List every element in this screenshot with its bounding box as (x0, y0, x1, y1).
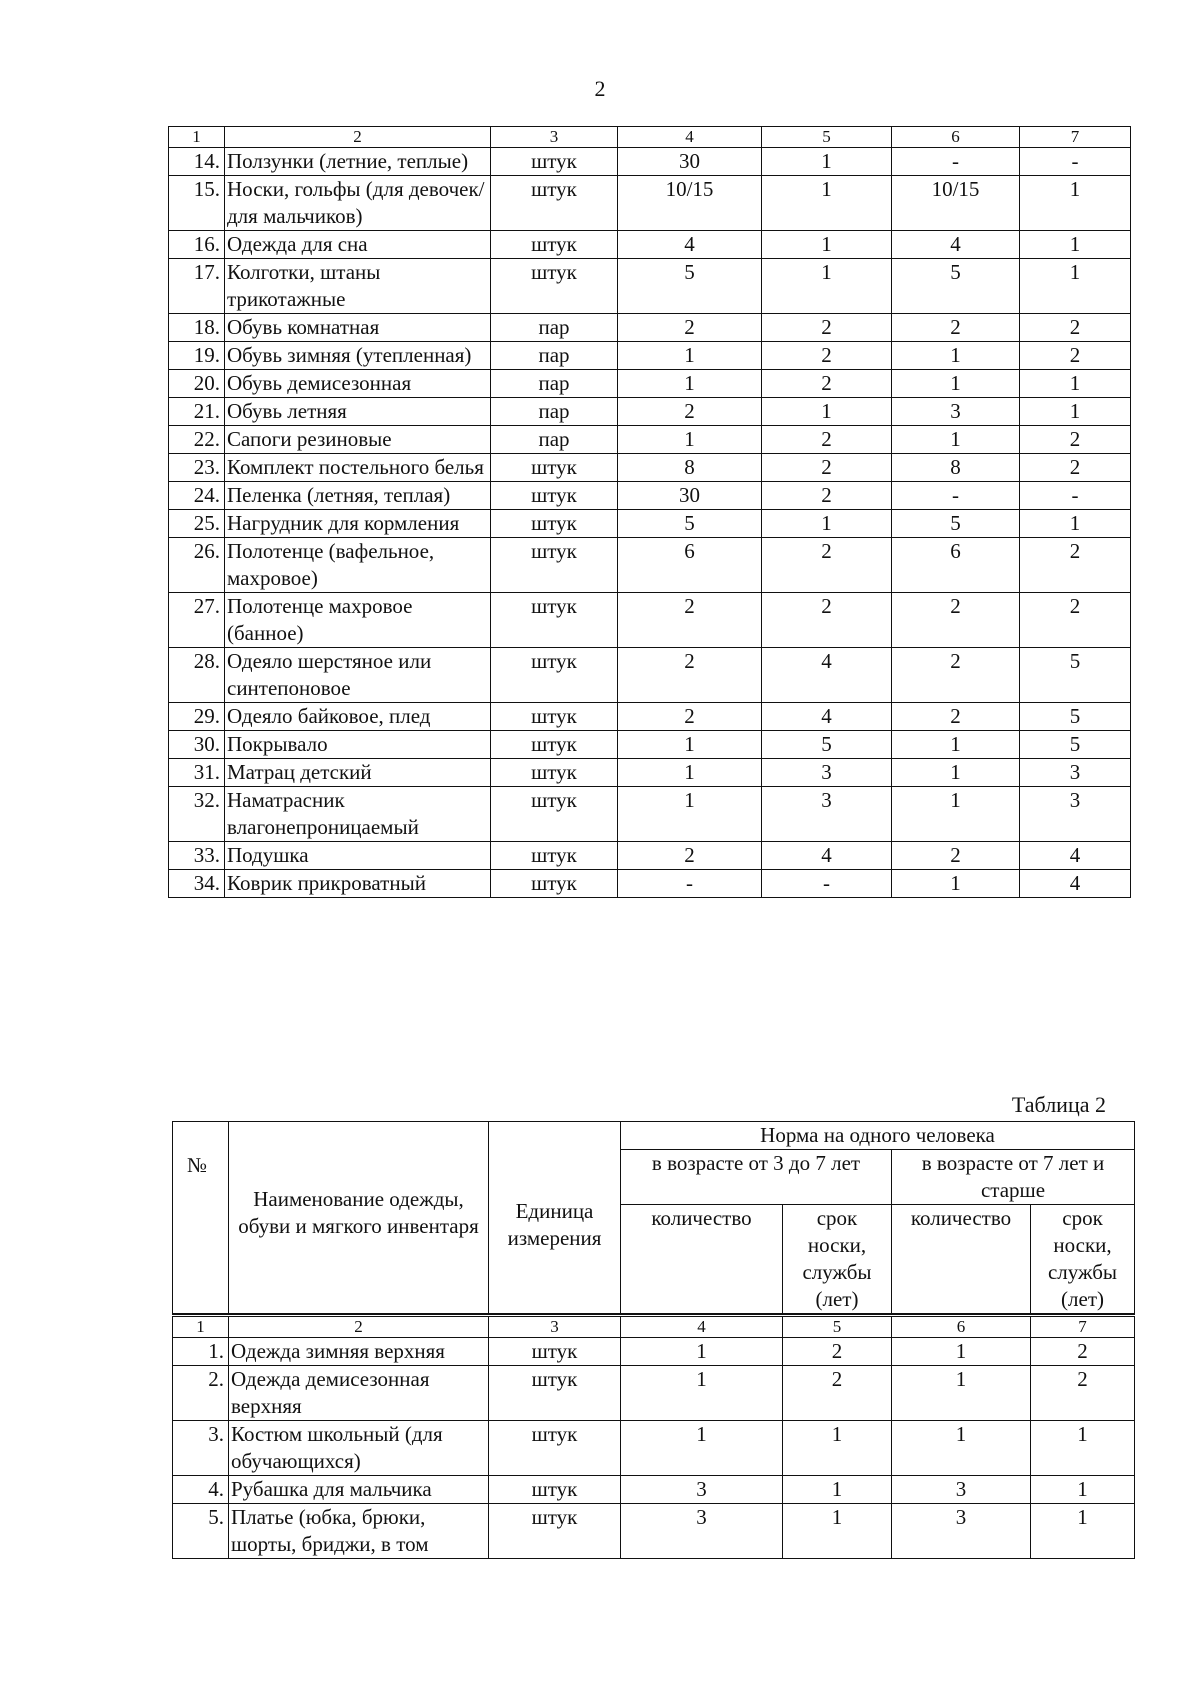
quantity-3-7: 1 (621, 1338, 783, 1366)
table-row (169, 538, 1131, 593)
term-7-plus: 1 (1020, 398, 1131, 426)
header-age-7-plus: в возрасте от 7 лет и старше (892, 1150, 1135, 1205)
table-row (173, 1504, 1135, 1559)
row-number: 34. (169, 870, 225, 898)
unit: пар (491, 314, 618, 342)
header-number: № (173, 1122, 229, 1314)
table-row (173, 1476, 1135, 1504)
quantity-7-plus: 1 (892, 759, 1020, 787)
quantity-7-plus: - (892, 482, 1020, 510)
term-3-7: - (762, 870, 892, 898)
term-7-plus: 3 (1020, 759, 1131, 787)
quantity-3-7: 2 (618, 703, 762, 731)
item-name: Костюм школьный (для обучающихся) (229, 1421, 489, 1476)
term-3-7: 4 (762, 648, 892, 703)
table-row (169, 454, 1131, 482)
term-3-7: 2 (762, 593, 892, 648)
row-number: 15. (169, 176, 225, 231)
term-3-7: 4 (762, 703, 892, 731)
term-3-7: 1 (762, 259, 892, 314)
item-name: Колготки, штаны трикотажные (225, 259, 491, 314)
quantity-7-plus: 6 (892, 538, 1020, 593)
row-number: 2. (173, 1366, 229, 1421)
term-7-plus: 3 (1020, 787, 1131, 842)
table-row (169, 593, 1131, 648)
term-7-plus: 4 (1020, 870, 1131, 898)
item-name: Полотенце (вафельное, махровое) (225, 538, 491, 593)
unit: штук (491, 510, 618, 538)
term-3-7: 1 (783, 1476, 892, 1504)
item-name: Обувь летняя (225, 398, 491, 426)
table-row (169, 176, 1131, 231)
quantity-7-plus: 8 (892, 454, 1020, 482)
norms-table-2 (172, 1121, 1135, 1559)
row-number: 18. (169, 314, 225, 342)
quantity-3-7: 3 (621, 1504, 783, 1559)
unit: пар (491, 398, 618, 426)
quantity-3-7: 2 (618, 593, 762, 648)
row-number: 14. (169, 148, 225, 176)
unit: штук (491, 538, 618, 593)
column-number-row (169, 127, 1131, 148)
term-3-7: 2 (762, 426, 892, 454)
term-3-7: 1 (762, 176, 892, 231)
quantity-7-plus: 4 (892, 231, 1020, 259)
table-row (169, 370, 1131, 398)
quantity-7-plus: 5 (892, 510, 1020, 538)
table-row (169, 259, 1131, 314)
column-number: 3 (489, 1316, 621, 1338)
quantity-3-7: 5 (618, 510, 762, 538)
quantity-3-7: 1 (618, 759, 762, 787)
quantity-3-7: - (618, 870, 762, 898)
norms-table-continued (168, 126, 1131, 898)
column-number: 2 (229, 1316, 489, 1338)
quantity-7-plus: 1 (892, 1338, 1031, 1366)
quantity-7-plus: 3 (892, 398, 1020, 426)
row-number: 27. (169, 593, 225, 648)
item-name: Подушка (225, 842, 491, 870)
item-name: Пеленка (летняя, теплая) (225, 482, 491, 510)
term-7-plus: 1 (1031, 1504, 1135, 1559)
term-7-plus: 2 (1020, 426, 1131, 454)
column-number: 6 (892, 1316, 1031, 1338)
row-number: 19. (169, 342, 225, 370)
column-number: 2 (225, 127, 491, 148)
table-row (169, 731, 1131, 759)
row-number: 25. (169, 510, 225, 538)
column-number: 4 (618, 127, 762, 148)
quantity-3-7: 8 (618, 454, 762, 482)
column-number: 1 (173, 1316, 229, 1338)
term-7-plus: 5 (1020, 703, 1131, 731)
term-3-7: 2 (783, 1338, 892, 1366)
quantity-7-plus: - (892, 148, 1020, 176)
header-item-name: Наименование одежды, обуви и мягкого инвентаря (229, 1122, 489, 1314)
term-7-plus: 2 (1031, 1366, 1135, 1421)
column-number: 7 (1031, 1316, 1135, 1338)
unit: пар (491, 342, 618, 370)
table-row (169, 342, 1131, 370)
unit: штук (489, 1476, 621, 1504)
item-name: Одежда зимняя верхняя (229, 1338, 489, 1366)
column-number: 4 (621, 1316, 783, 1338)
table-row (169, 148, 1131, 176)
term-7-plus: 5 (1020, 731, 1131, 759)
unit: штук (491, 259, 618, 314)
table-row (169, 787, 1131, 842)
row-number: 33. (169, 842, 225, 870)
item-name: Нагрудник для кормления (225, 510, 491, 538)
term-3-7: 5 (762, 731, 892, 759)
header-quantity: количество (621, 1205, 783, 1314)
header-unit: Единица измерения (489, 1122, 621, 1314)
term-3-7: 1 (762, 398, 892, 426)
term-7-plus: 1 (1031, 1476, 1135, 1504)
quantity-7-plus: 10/15 (892, 176, 1020, 231)
unit: штук (491, 454, 618, 482)
quantity-7-plus: 2 (892, 648, 1020, 703)
quantity-3-7: 30 (618, 148, 762, 176)
unit: пар (491, 426, 618, 454)
item-name: Ползунки (летние, теплые) (225, 148, 491, 176)
term-7-plus: 2 (1020, 314, 1131, 342)
row-number: 5. (173, 1504, 229, 1559)
term-7-plus: 2 (1020, 538, 1131, 593)
row-number: 17. (169, 259, 225, 314)
quantity-3-7: 1 (618, 342, 762, 370)
table-row (169, 703, 1131, 731)
table-row (169, 510, 1131, 538)
quantity-3-7: 2 (618, 842, 762, 870)
item-name: Обувь комнатная (225, 314, 491, 342)
unit: штук (491, 231, 618, 259)
row-number: 28. (169, 648, 225, 703)
row-number: 23. (169, 454, 225, 482)
unit: пар (491, 370, 618, 398)
quantity-7-plus: 1 (892, 1366, 1031, 1421)
item-name: Комплект постельного белья (225, 454, 491, 482)
quantity-7-plus: 2 (892, 703, 1020, 731)
unit: штук (489, 1366, 621, 1421)
term-7-plus: 1 (1031, 1421, 1135, 1476)
unit: штук (489, 1504, 621, 1559)
term-3-7: 1 (762, 148, 892, 176)
term-7-plus: 5 (1020, 648, 1131, 703)
unit: штук (491, 703, 618, 731)
row-number: 20. (169, 370, 225, 398)
table-row (173, 1338, 1135, 1366)
table-row (169, 759, 1131, 787)
column-number: 6 (892, 127, 1020, 148)
page-number: 2 (594, 76, 606, 101)
table-row (169, 648, 1131, 703)
table-row (169, 314, 1131, 342)
item-name: Сапоги резиновые (225, 426, 491, 454)
table-row (169, 398, 1131, 426)
item-name: Матрац детский (225, 759, 491, 787)
item-name: Обувь зимняя (утепленная) (225, 342, 491, 370)
table-row (169, 842, 1131, 870)
item-name: Одежда для сна (225, 231, 491, 259)
quantity-3-7: 2 (618, 314, 762, 342)
term-3-7: 2 (762, 342, 892, 370)
unit: штук (491, 731, 618, 759)
term-7-plus: 1 (1020, 231, 1131, 259)
term-7-plus: 2 (1020, 593, 1131, 648)
unit: штук (491, 759, 618, 787)
quantity-7-plus: 2 (892, 593, 1020, 648)
header-term: срок носки, службы (лет) (783, 1205, 892, 1314)
header-term: срок носки, службы (лет) (1031, 1205, 1135, 1314)
item-name: Одежда демисезонная верхняя (229, 1366, 489, 1421)
item-name: Покрывало (225, 731, 491, 759)
column-number-row (173, 1316, 1135, 1338)
term-3-7: 2 (762, 314, 892, 342)
unit: штук (491, 148, 618, 176)
unit: штук (489, 1338, 621, 1366)
quantity-3-7: 10/15 (618, 176, 762, 231)
quantity-3-7: 4 (618, 231, 762, 259)
quantity-3-7: 1 (618, 787, 762, 842)
term-3-7: 2 (783, 1366, 892, 1421)
quantity-7-plus: 1 (892, 370, 1020, 398)
column-number: 5 (783, 1316, 892, 1338)
unit: штук (491, 482, 618, 510)
table-2-title: Таблица 2 (1011, 1092, 1106, 1117)
unit: штук (491, 842, 618, 870)
term-3-7: 3 (762, 759, 892, 787)
quantity-3-7: 2 (618, 398, 762, 426)
term-3-7: 2 (762, 538, 892, 593)
unit: штук (491, 787, 618, 842)
quantity-3-7: 30 (618, 482, 762, 510)
unit: штук (489, 1421, 621, 1476)
quantity-7-plus: 1 (892, 1421, 1031, 1476)
term-7-plus: 2 (1020, 454, 1131, 482)
quantity-7-plus: 3 (892, 1476, 1031, 1504)
term-3-7: 3 (762, 787, 892, 842)
term-3-7: 2 (762, 370, 892, 398)
term-7-plus: 1 (1020, 370, 1131, 398)
term-3-7: 1 (762, 231, 892, 259)
item-name: Полотенце махровое (банное) (225, 593, 491, 648)
quantity-3-7: 1 (618, 731, 762, 759)
header-age-3-7: в возрасте от 3 до 7 лет (621, 1150, 892, 1205)
quantity-3-7: 1 (621, 1366, 783, 1421)
item-name: Наматрасник влагонепроницаемый (225, 787, 491, 842)
table-row (173, 1421, 1135, 1476)
column-number: 5 (762, 127, 892, 148)
row-number: 4. (173, 1476, 229, 1504)
term-7-plus: 1 (1020, 176, 1131, 231)
column-number: 1 (169, 127, 225, 148)
item-name: Платье (юбка, брюки, шорты, бриджи, в том (229, 1504, 489, 1559)
term-7-plus: 1 (1020, 510, 1131, 538)
row-number: 26. (169, 538, 225, 593)
item-name: Обувь демисезонная (225, 370, 491, 398)
header-quantity: количество (892, 1205, 1031, 1314)
quantity-3-7: 1 (621, 1421, 783, 1476)
row-number: 31. (169, 759, 225, 787)
item-name: Рубашка для мальчика (229, 1476, 489, 1504)
quantity-7-plus: 2 (892, 842, 1020, 870)
quantity-7-plus: 5 (892, 259, 1020, 314)
row-number: 16. (169, 231, 225, 259)
term-3-7: 2 (762, 482, 892, 510)
column-number: 3 (491, 127, 618, 148)
quantity-3-7: 1 (618, 426, 762, 454)
item-name: Одеяло шерстяное или синтепоновое (225, 648, 491, 703)
unit: штук (491, 176, 618, 231)
unit: штук (491, 593, 618, 648)
quantity-3-7: 6 (618, 538, 762, 593)
unit: штук (491, 648, 618, 703)
quantity-7-plus: 1 (892, 870, 1020, 898)
column-number: 7 (1020, 127, 1131, 148)
quantity-3-7: 1 (618, 370, 762, 398)
table-row (169, 482, 1131, 510)
quantity-3-7: 2 (618, 648, 762, 703)
quantity-7-plus: 2 (892, 314, 1020, 342)
term-7-plus: - (1020, 148, 1131, 176)
quantity-7-plus: 1 (892, 342, 1020, 370)
table-row (173, 1366, 1135, 1421)
row-number: 3. (173, 1421, 229, 1476)
term-3-7: 1 (762, 510, 892, 538)
header-norm: Норма на одного человека (621, 1122, 1135, 1150)
term-7-plus: 2 (1031, 1338, 1135, 1366)
item-name: Носки, гольфы (для девочек/для мальчиков) (225, 176, 491, 231)
row-number: 1. (173, 1338, 229, 1366)
term-3-7: 4 (762, 842, 892, 870)
row-number: 32. (169, 787, 225, 842)
row-number: 22. (169, 426, 225, 454)
row-number: 24. (169, 482, 225, 510)
quantity-7-plus: 1 (892, 731, 1020, 759)
quantity-7-plus: 1 (892, 787, 1020, 842)
term-7-plus: 4 (1020, 842, 1131, 870)
term-7-plus: 1 (1020, 259, 1131, 314)
term-7-plus: - (1020, 482, 1131, 510)
row-number: 30. (169, 731, 225, 759)
quantity-7-plus: 3 (892, 1504, 1031, 1559)
item-name: Коврик прикроватный (225, 870, 491, 898)
term-3-7: 2 (762, 454, 892, 482)
term-7-plus: 2 (1020, 342, 1131, 370)
quantity-7-plus: 1 (892, 426, 1020, 454)
quantity-3-7: 5 (618, 259, 762, 314)
term-3-7: 1 (783, 1421, 892, 1476)
row-number: 29. (169, 703, 225, 731)
quantity-3-7: 3 (621, 1476, 783, 1504)
term-3-7: 1 (783, 1504, 892, 1559)
table-row (169, 426, 1131, 454)
table-row (169, 231, 1131, 259)
unit: штук (491, 870, 618, 898)
row-number: 21. (169, 398, 225, 426)
item-name: Одеяло байковое, плед (225, 703, 491, 731)
table-row (169, 870, 1131, 898)
